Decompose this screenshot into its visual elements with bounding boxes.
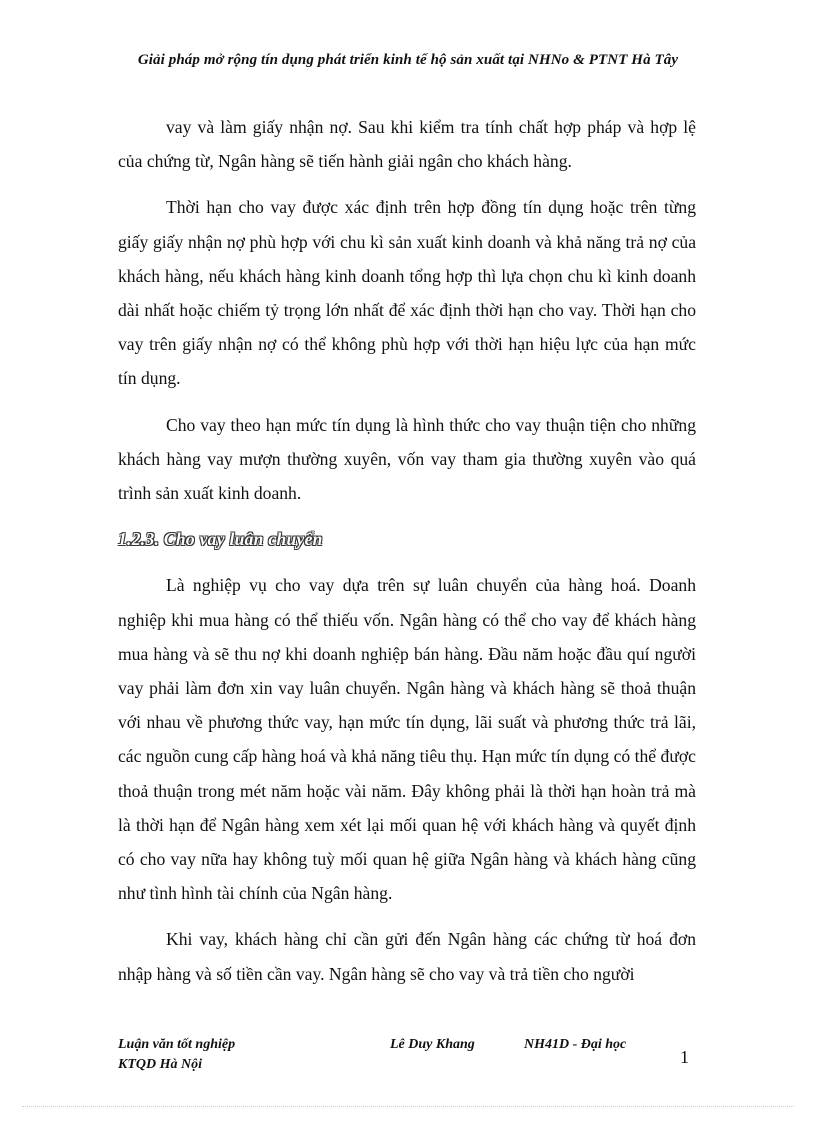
page-border-divider [22, 1106, 794, 1107]
paragraph-3: Cho vay theo hạn mức tín dụng là hình thức cho vay thuận tiện cho những khách hàng vay mượn thường xuyên, vốn vay tham gia thường xuyên vào quá trình sản xuất kinh doanh. [118, 414, 696, 504]
page-header: Giải pháp mở rộng tín dụng phát triển kinh tế hộ sản xuất tại NHNo & PTNT Hà Tây [137, 52, 679, 68]
paragraph-1: vay và làm giấy nhận nợ. Sau khi kiểm tra tính chất hợp pháp và hợp lệ của chứng từ, Ngân hàng sẽ tiến hành giải ngân cho khách hàng. [118, 117, 696, 172]
body-text [118, 110, 696, 1003]
footer-left [118, 1035, 235, 1075]
page-footer [118, 1035, 698, 1085]
section-heading: 1.2.3. Cho vay luân chuyển [118, 529, 323, 550]
footer-author: Lê Duy Khang [390, 1037, 475, 1052]
paragraph-2: Thời hạn cho vay được xác định trên hợp đồng tín dụng hoặc trên từng giấy giấy nhận nợ phù hợp với chu kì sản xuất kinh doanh và khả năng trả nợ của khách hàng, nếu khách hàng kinh doanh tổng hợp thì lựa chọn chu kì kinh doanh dài nhất hoặc chiếm tỷ trọng lớn nhất để xác định thời hạn cho vay. Thời hạn cho vay trên giấy nhận nợ có thể không phù hợp với thời hạn hiệu lực của hạn mức tín dụng. [118, 197, 696, 389]
footer-thesis-label: Luận văn tốt nghiệp [118, 1037, 236, 1052]
page-number: 1 [680, 1047, 689, 1067]
paragraph-4: Là nghiệp vụ cho vay dựa trên sự luân chuyển của hàng hoá. Doanh nghiệp khi mua hàng có thể thiếu vốn. Ngân hàng có thể cho vay để khách hàng mua hàng và sẽ thu nợ khi doanh nghiệp bán hàng. Đầu năm hoặc đầu quí người vay phải làm đơn xin vay luân chuyển. Ngân hàng và khách hàng sẽ thoả thuận với nhau về phương thức vay, hạn mức tín dụng, lãi suất và phương thức trả lãi, các nguồn cung cấp hàng hoá và khả năng tiêu thụ. Hạn mức tín dụng có thể được thoả thuận trong mét năm hoặc vài năm. Đây không phải là thời hạn hoàn trả mà là thời hạn để Ngân hàng xem xét lại mối quan hệ với khách hàng và quyết định có cho vay nữa hay không tuỳ mối quan hệ giữa Ngân hàng và khách hàng cũng như tình hình tài chính của Ngân hàng. [118, 575, 696, 904]
footer-university: KTQD Hà Nội [118, 1057, 202, 1072]
paragraph-5: Khi vay, khách hàng chỉ cần gửi đến Ngân hàng các chứng từ hoá đơn nhập hàng và số tiền cần vay. Ngân hàng sẽ cho vay và trả tiền cho người [118, 929, 696, 984]
footer-class: NH41D - Đại học [524, 1037, 627, 1052]
